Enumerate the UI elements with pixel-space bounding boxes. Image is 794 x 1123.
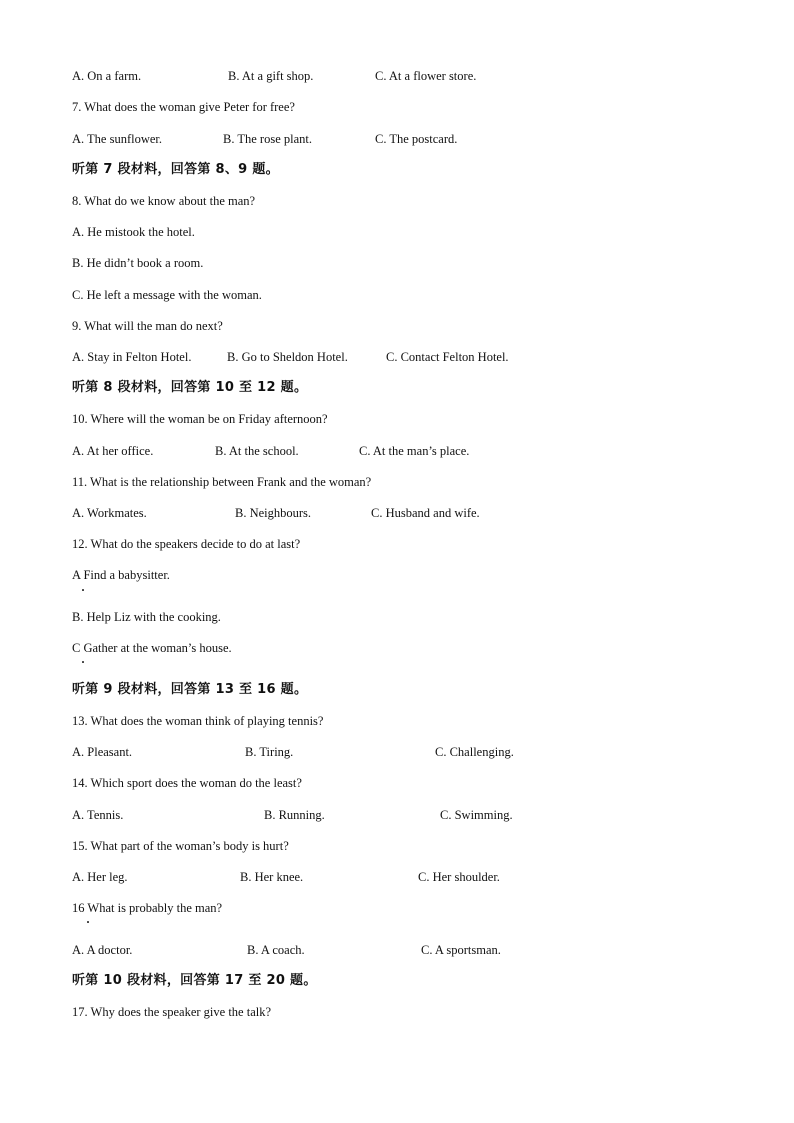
option-c: C. At a flower store. [375, 69, 477, 83]
question-8: 8. What do we know about the man? [72, 194, 256, 208]
option-a: A. Stay in Felton Hotel. [72, 350, 192, 364]
question-7: 7. What does the woman give Peter for free? [72, 100, 295, 114]
option-c: C. Swimming. [440, 808, 513, 822]
option-c: C. Contact Felton Hotel. [386, 350, 509, 364]
section-heading: 听第 8 段材料，回答第 10 至 12 题。 [72, 380, 308, 395]
question-12: 12. What do the speakers decide to do at last? [72, 537, 301, 551]
question-13: 13. What does the woman think of playing tennis? [72, 714, 324, 728]
question-16: 16 What is probably the man? [72, 901, 223, 915]
stray-dot [82, 661, 84, 663]
option-a: A. The sunflower. [72, 132, 163, 146]
option-a: A. A doctor. [72, 943, 133, 957]
question-14: 14. Which sport does the woman do the least? [72, 776, 302, 790]
option-a: A. At her office. [72, 444, 154, 458]
option-b: B. Go to Sheldon Hotel. [227, 350, 348, 364]
option-c: C. A sportsman. [421, 943, 501, 957]
section-heading: 听第 10 段材料，回答第 17 至 20 题。 [72, 973, 317, 988]
option-b: B. Tiring. [245, 745, 294, 759]
question-17: 17. Why does the speaker give the talk? [72, 1005, 272, 1019]
section-heading: 听第 9 段材料，回答第 13 至 16 题。 [72, 682, 308, 697]
option-b: B. Her knee. [240, 870, 304, 884]
option-a: A. Tennis. [72, 808, 124, 822]
section-heading: 听第 7 段材料，回答第 8、9 题。 [72, 162, 279, 177]
option-a: A. He mistook the hotel. [72, 225, 195, 239]
option-b: B. The rose plant. [223, 132, 312, 146]
question-11: 11. What is the relationship between Frank and the woman? [72, 475, 372, 489]
question-9: 9. What will the man do next? [72, 319, 223, 333]
option-b: B. Neighbours. [235, 506, 312, 520]
stray-dot [82, 589, 84, 591]
option-b: B. Help Liz with the cooking. [72, 610, 221, 624]
option-a: A. Her leg. [72, 870, 128, 884]
option-b: B. Running. [264, 808, 325, 822]
option-c: C. Challenging. [435, 745, 514, 759]
option-a: A Find a babysitter. [72, 568, 170, 582]
option-c: C. Husband and wife. [371, 506, 480, 520]
option-a: A. Pleasant. [72, 745, 133, 759]
option-c: C Gather at the woman’s house. [72, 641, 232, 655]
stray-dot [87, 921, 89, 923]
option-c: C. At the man’s place. [359, 444, 470, 458]
option-b: B. At the school. [215, 444, 299, 458]
option-a: A. Workmates. [72, 506, 147, 520]
option-b: B. At a gift shop. [228, 69, 314, 83]
question-15: 15. What part of the woman’s body is hurt? [72, 839, 289, 853]
option-c: C. Her shoulder. [418, 870, 500, 884]
option-b: B. A coach. [247, 943, 305, 957]
option-b: B. He didn’t book a room. [72, 256, 204, 270]
question-10: 10. Where will the woman be on Friday afternoon? [72, 412, 328, 426]
option-a: A. On a farm. [72, 69, 142, 83]
option-c: C. He left a message with the woman. [72, 288, 262, 302]
option-c: C. The postcard. [375, 132, 458, 146]
